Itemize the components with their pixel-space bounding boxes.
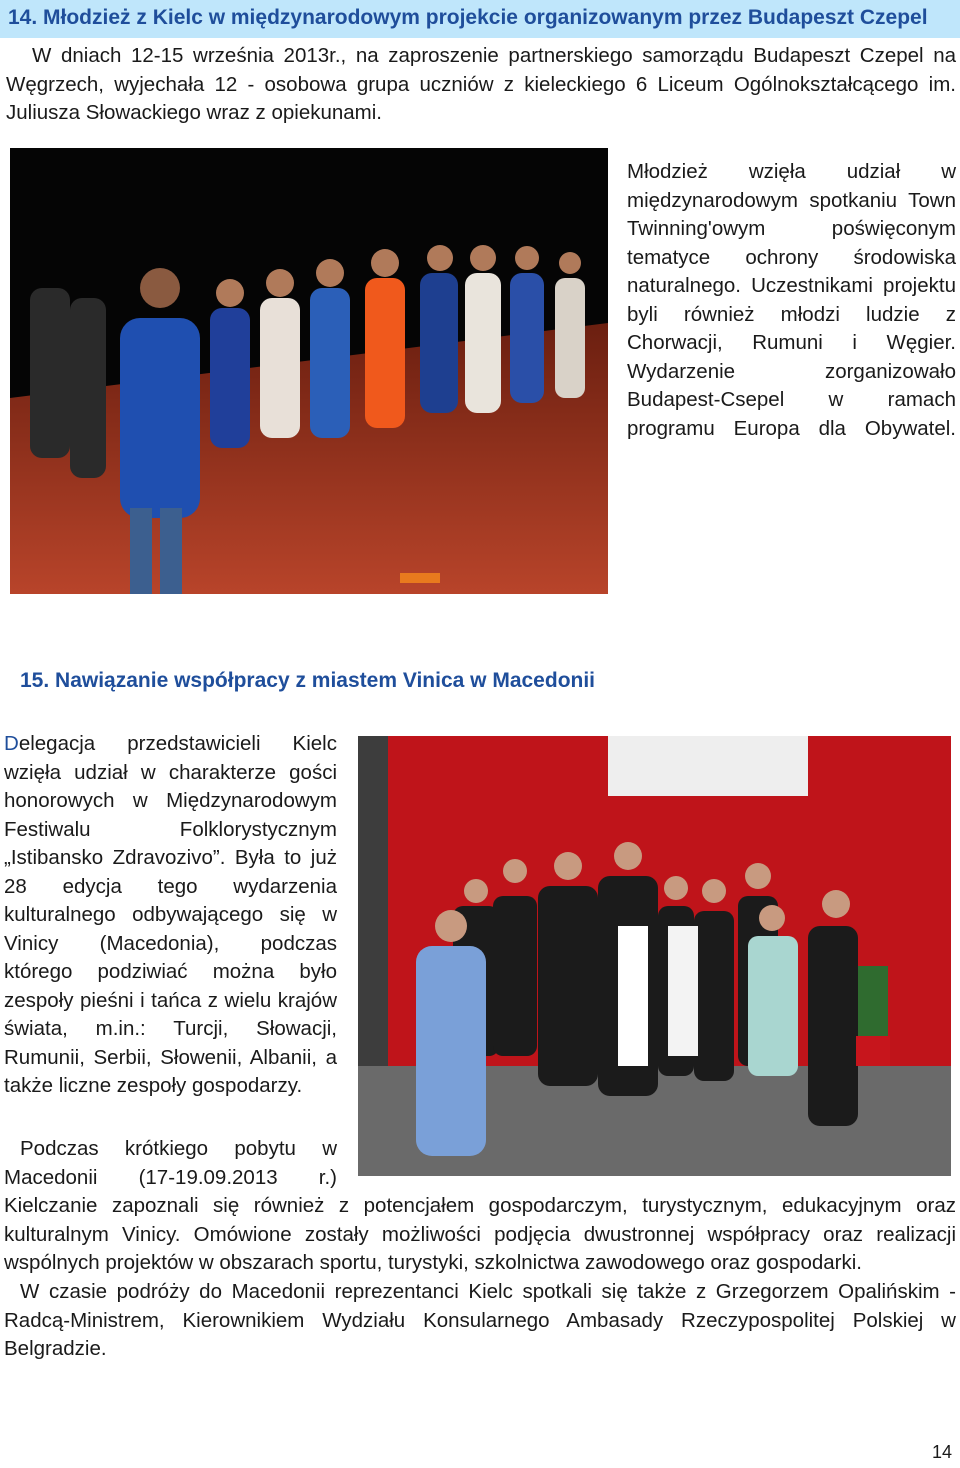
section-14-heading: 14. Młodzież z Kielc w międzynarodowym projekcie organizowanym przez Budapeszt Czepel [8,6,928,29]
section-14-side-text: Młodzież wzięła udział w międzynarodowym spotkaniu Town Twinning'owym poświęconym tematyce ochrony środowiska naturalnego. Uczestnikami projektu byli również młodzi ludzie z Chorwacji, Rumuni i Węgier. Wydarzenie zorganizowało Budapest-Csepel w ramach programu Europa dla Obywatel. [627,160,956,440]
photo-dancing-youth [10,148,608,594]
delegation-group-image [358,736,951,1176]
paragraph-1-initial: D [4,732,19,755]
section-15-paragraph-1 [4,730,337,1101]
dancing-youth-image [10,148,608,594]
section-15-number: 15. [20,669,50,692]
section-14-intro: W dniach 12-15 września 2013r., na zaproszenie partnerskiego samorządu Budapeszt Czepel na Węgrzech, wyjechała 12 - osobowa grupa uczniów z kieleckiego 6 Liceum Ogólnokształcącego im. Juliusza Słowackiego wraz z opiekunami. [6,44,956,124]
photo-delegation-group [358,736,951,1176]
page-number: 14 [931,1442,952,1462]
section-15-paragraph-3: W czasie podróży do Macedonii reprezentanci Kielc spotkali się także z Grzegorzem Opalińskim - Radcą-Ministrem, Kierownikiem Wydziału Konsularnego Ambasady Rzeczypospolitej Polskiej w Belgradzie. [4,1280,956,1360]
section-15-paragraph-2: Kielczanie zapoznali się również z potencjałem gospodarczym, turystycznym, edukacyjnym oraz kulturalnym Vinicy. Omówione zostały możliwości podjęcia dwustronnej współpracy oraz realizacji wspólnych projektów w obszarach sportu, turystyki, szkolnictwa zawodowego oraz gospodarki. [4,1194,956,1274]
paragraph-1-text: elegacja przedstawicieli Kielc wzięła udział w charakterze gości honorowych w Międzynarodowym Festiwalu Folklorystycznym „Istibansko Zdravozivo”. Była to już 28 edycja tego wydarzenia kulturalnego odbywającego się w Vinicy (Macedonia), podczas którego podziwiać można było zespoły pieśni i tańca z wielu krajów świata, m.in.: Turcji, Słowacji, Rumunii, Serbii, Słowenii, Albanii, a także liczne zespoły gospodarzy. [4,732,337,1097]
section-15-title: Nawiązanie współpracy z miastem Vinica w Macedonii [55,669,596,692]
section-15-heading [20,669,595,693]
section-15-paragraph-2-lead: Podczas krótkiego pobytu w Macedonii (17-19.09.2013 r.) [4,1137,337,1189]
